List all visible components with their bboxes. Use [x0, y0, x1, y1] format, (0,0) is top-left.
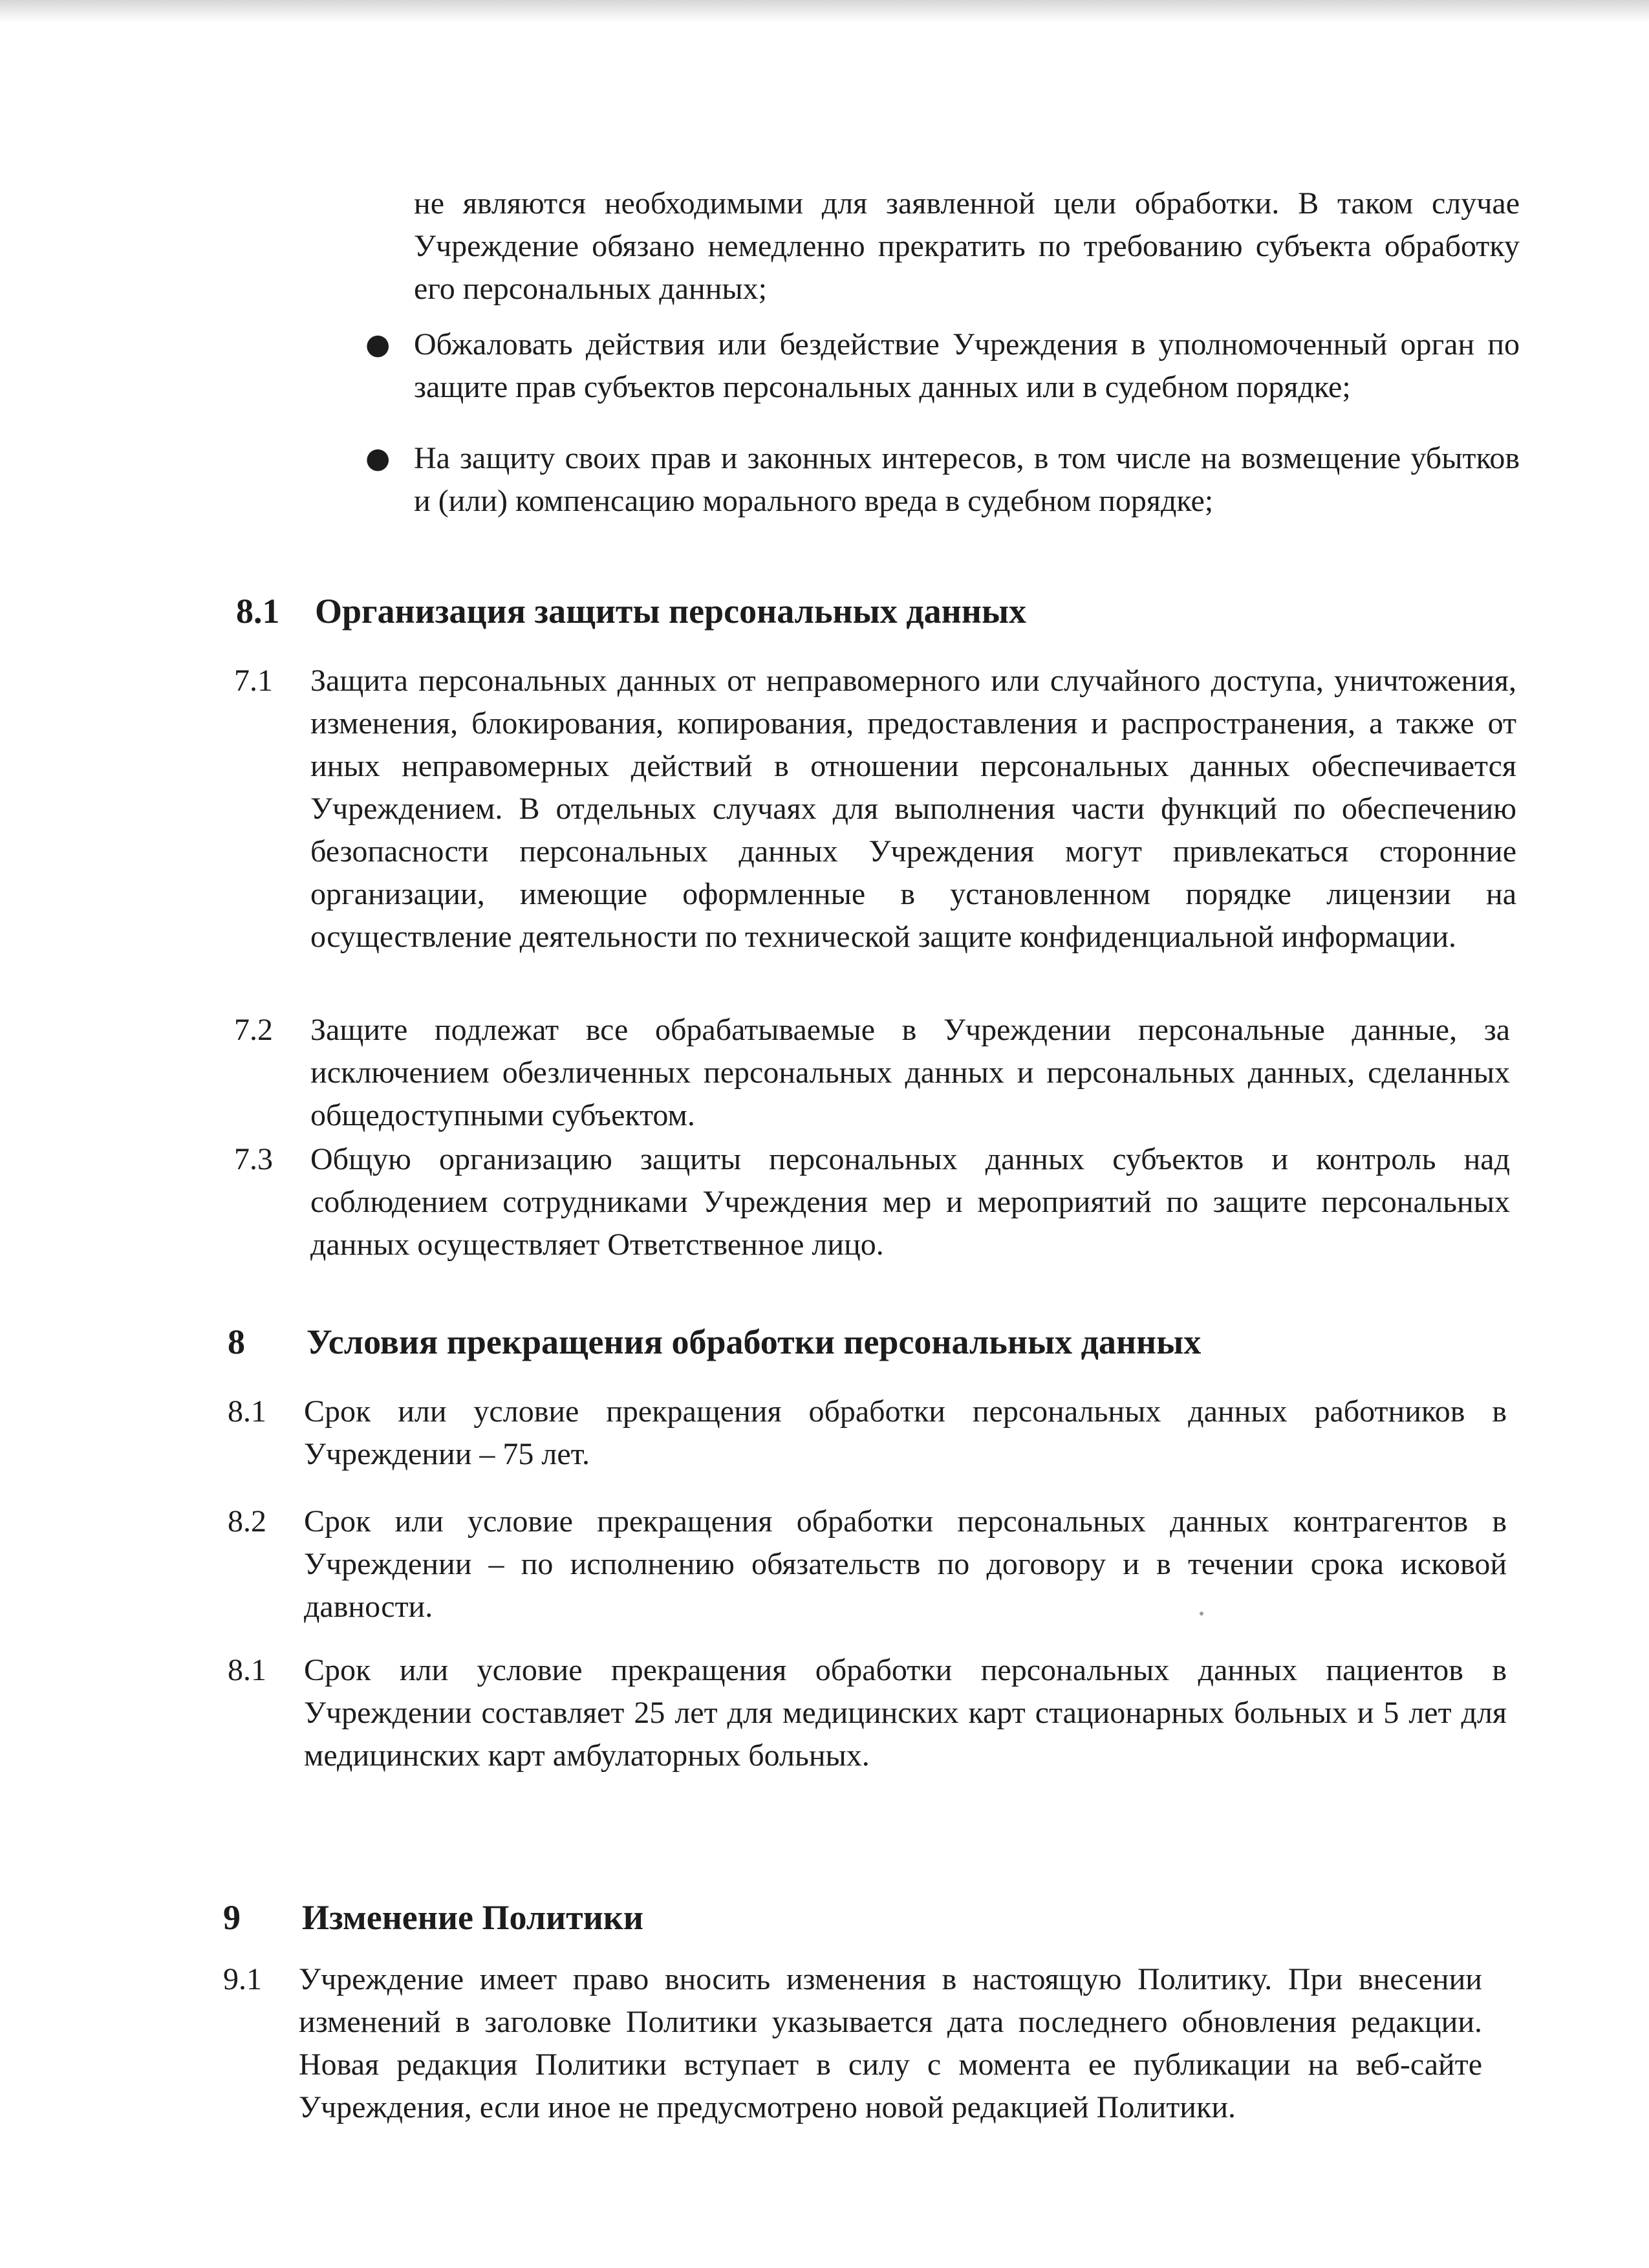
section-number: 8	[228, 1323, 245, 1361]
list-continuation: не являются необходимыми для заявленной цели обработки. В таком случае Учреждение обязано немедленно прекратить по требованию субъекта обработку его персональных данных;	[414, 186, 1520, 306]
scan-speck	[1200, 1612, 1203, 1615]
clause-number: 8.1	[228, 1653, 266, 1687]
bullet-item: Обжаловать действия или бездействие Учреждения в уполномоченный орган по защите прав субъектов персональных данных или в судебном порядке;	[414, 327, 1520, 404]
bullet-icon: ●	[365, 442, 391, 475]
section-title: Организация защиты персональных данных	[315, 592, 1027, 631]
clause-number: 7.3	[234, 1142, 273, 1176]
clause-number: 8.2	[228, 1504, 266, 1539]
clause-text: Защита персональных данных от неправомерного или случайного доступа, уничтожения, изменения, блокирования, копирования, предоставления и распространения, а также от иных неправомерных действий в отношении персональных данных обеспечивается Учреждением. В отдельных случаях для выполнения части функций по обеспечению безопасности персональных данных Учреждения могут привлекаться сторонние организации, имеющие оформленные в установленном порядке лицензии на осуществление деятельности по технической защите конфиденциальной информации.	[310, 664, 1516, 954]
section-heading	[236, 589, 1026, 634]
clause-number: 8.1	[228, 1394, 266, 1429]
clause-text: Срок или условие прекращения обработки персональных данных работников в Учреждении – 75 лет.	[304, 1394, 1507, 1471]
section-number: 8.1	[236, 592, 280, 631]
section-heading	[223, 1895, 643, 1940]
section-heading	[228, 1319, 1201, 1365]
bullet-item: На защиту своих прав и законных интересов, в том числе на возмещение убытков и (или) компенсацию морального вреда в судебном порядке;	[414, 441, 1520, 518]
scan-top-edge	[0, 0, 1649, 22]
bullet-icon: ●	[365, 328, 391, 361]
clause-text: Учреждение имеет право вносить изменения в настоящую Политику. При внесении изменений в заголовке Политики указывается дата последнего обновления редакции. Новая редакция Политики вступает в силу с момента ее публикации на веб-сайте Учреждения, если иное не предусмотрено новой редакцией Политики.	[299, 1962, 1482, 2124]
section-title: Изменение Политики	[302, 1898, 644, 1937]
clause-text: Срок или условие прекращения обработки персональных данных пациентов в Учреждении составляет 25 лет для медицинских карт стационарных больных и 5 лет для медицинских карт амбулаторных больных.	[304, 1653, 1507, 1773]
clause-text: Защите подлежат все обрабатываемые в Учреждении персональные данные, за исключением обезличенных персональных данных и персональных данных, сделанных общедоступными субъектом.	[310, 1013, 1510, 1132]
section-title: Условия прекращения обработки персональных данных	[307, 1323, 1202, 1361]
clause-number: 7.1	[234, 664, 273, 698]
clause-text: Срок или условие прекращения обработки персональных данных контрагентов в Учреждении – по исполнению обязательств по договору и в течении срока исковой давности.	[304, 1504, 1507, 1624]
clause-text: Общую организацию защиты персональных данных субъектов и контроль над соблюдением сотрудниками Учреждения мер и мероприятий по защите персональных данных осуществляет Ответственное лицо.	[310, 1142, 1510, 1262]
clause-number: 7.2	[234, 1013, 273, 1047]
clause-number: 9.1	[223, 1962, 262, 1996]
section-number: 9	[223, 1898, 241, 1937]
